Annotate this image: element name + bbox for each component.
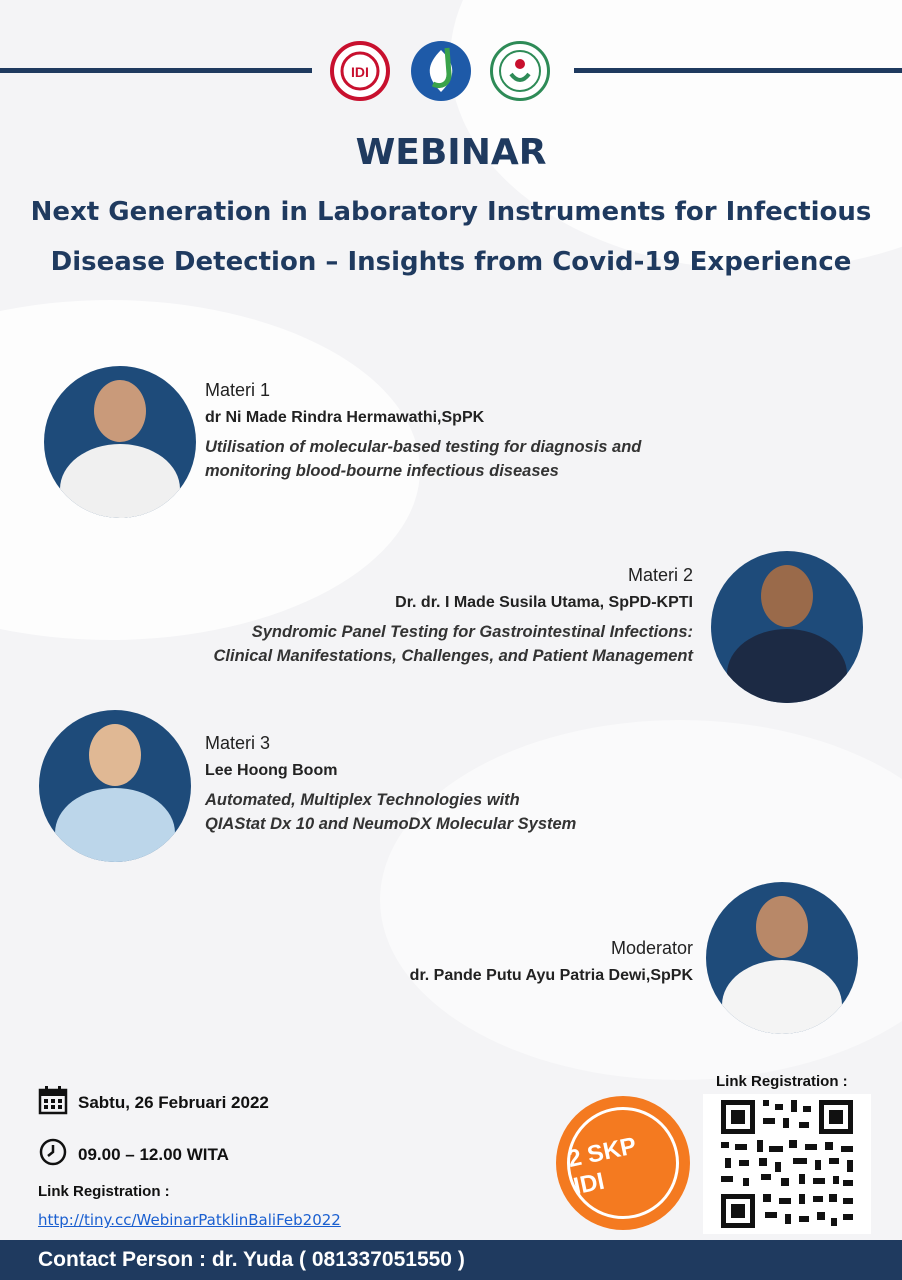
speaker-1-name: dr Ni Made Rindra Hermawathi,SpPK	[205, 409, 485, 426]
speaker-1-info	[205, 380, 641, 483]
event-type-heading: WEBINAR	[355, 132, 547, 173]
moderator-photo	[706, 882, 858, 1034]
moderator-name: dr. Pande Putu Ayu Patria Dewi,SpPK	[409, 967, 693, 984]
registration-link[interactable]: http://tiny.cc/WebinarPatklinBaliFeb2022	[38, 1211, 341, 1229]
association-logo	[490, 41, 550, 101]
webinar-title-line1: Next Generation in Laboratory Instruments for Infectious	[30, 197, 872, 227]
speaker-2-photo	[711, 551, 863, 703]
webinar-title-line2: Disease Detection – Insights from Covid-19 Experience	[50, 247, 852, 277]
moderator-label: Moderator	[610, 938, 693, 958]
header-line-left	[0, 68, 312, 73]
contact-person-text: Contact Person : dr. Yuda ( 081337051550 )	[38, 1248, 465, 1271]
speaker-3-photo	[39, 710, 191, 862]
speaker-3-topic: Automated, Multiplex Technologies with QIAStat Dx 10 and NeumoDX Molecular System	[205, 791, 577, 833]
speaker-2-label: Materi 2	[627, 565, 693, 585]
calendar-icon	[38, 1085, 68, 1120]
speaker-1-topic: Utilisation of molecular-based testing for diagnosis and monitoring blood-bourne infectious diseases	[205, 438, 642, 480]
event-time-text: 09.00 – 12.00 WITA	[78, 1144, 229, 1164]
svg-text:IDI: IDI	[351, 64, 369, 80]
skp-badge-text: 2 SKP IDI	[557, 1097, 690, 1230]
clock-icon	[38, 1137, 68, 1172]
idi-logo	[330, 41, 390, 101]
speaker-1-label: Materi 1	[205, 380, 271, 400]
speaker-1-photo	[44, 366, 196, 518]
link-registration-label: Link Registration :	[38, 1183, 170, 1200]
qr-label: Link Registration :	[716, 1073, 848, 1090]
event-date	[38, 1085, 269, 1120]
speaker-3-name: Lee Hoong Boom	[205, 762, 338, 779]
event-time	[38, 1137, 229, 1172]
contact-footer	[0, 1240, 902, 1280]
speaker-3-label: Materi 3	[205, 733, 271, 753]
skp-badge	[556, 1096, 690, 1230]
speaker-2-name: Dr. dr. I Made Susila Utama, SpPD-KPTI	[395, 594, 693, 611]
event-date-text: Sabtu, 26 Februari 2022	[78, 1092, 269, 1112]
header-line-right	[574, 68, 902, 73]
moderator-info	[410, 938, 693, 985]
speaker-2-info	[213, 565, 693, 668]
center-logo	[411, 41, 471, 101]
qr-code[interactable]	[703, 1094, 871, 1234]
speaker-3-info	[205, 733, 576, 836]
speaker-2-topic: Syndromic Panel Testing for Gastrointestinal Infections: Clinical Manifestations, Challenges, and Patient Management	[213, 623, 693, 665]
